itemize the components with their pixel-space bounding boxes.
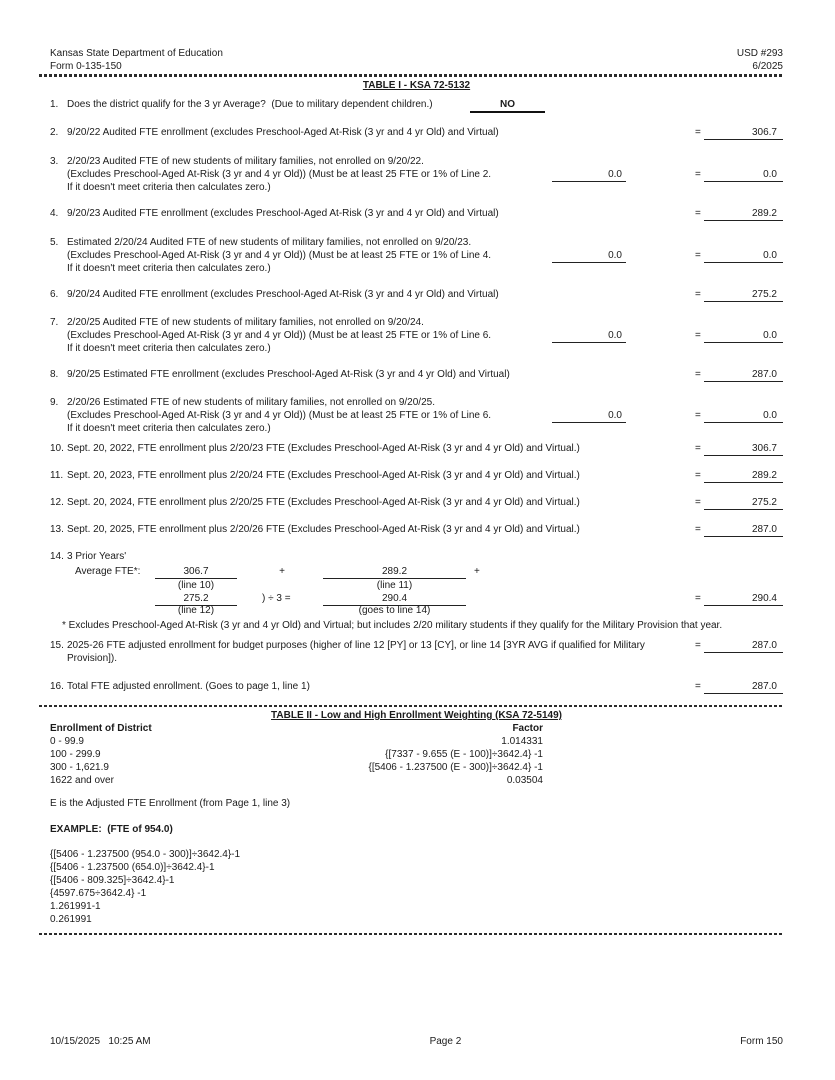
line-number: 4. xyxy=(50,208,59,219)
enrollment-column-header: Enrollment of District xyxy=(50,723,152,734)
enrollment-range: 100 - 299.9 xyxy=(50,749,101,760)
line-text: Sept. 20, 2024, FTE enrollment plus 2/20/25 FTE (Excludes Preschool-Aged At-Risk (3 yr and 4 yr Old) and Virtual.) xyxy=(67,497,580,508)
value-field: 306.7 xyxy=(704,126,783,140)
value-field: 287.0 xyxy=(704,523,783,537)
value-field: 306.7 xyxy=(704,442,783,456)
adjusted-fte-note: E is the Adjusted FTE Enrollment (from Page 1, line 3) xyxy=(50,798,291,809)
page-content xyxy=(50,47,783,935)
military-fte-field: 0.0 xyxy=(552,409,626,423)
line-item-8 xyxy=(50,368,783,382)
page-footer xyxy=(50,1035,783,1048)
factor-value: 1.014331 xyxy=(501,736,543,747)
line-item-12 xyxy=(50,496,783,510)
line-text: Sept. 20, 2022, FTE enrollment plus 2/20/23 FTE (Excludes Preschool-Aged At-Risk (3 yr and 4 yr Old) and Virtual.) xyxy=(67,443,580,454)
equals-sign: = xyxy=(695,369,701,380)
line-text: 9/20/22 Audited FTE enrollment (excludes Preschool-Aged At-Risk (3 yr and 4 yr Old) and Virtual) xyxy=(67,127,499,138)
line-text-continued: (Excludes Preschool-Aged At-Risk (3 yr and 4 yr Old)) (Must be at least 25 FTE or 1% of Line 6. xyxy=(67,330,492,341)
factor-value: {[5406 - 1.237500 (E - 300)]÷3642.4} -1 xyxy=(368,762,543,773)
header-row-2 xyxy=(50,60,783,73)
line-item-2 xyxy=(50,126,783,140)
line-result xyxy=(695,368,783,382)
footer-page-number: Page 2 xyxy=(429,1036,462,1047)
header-divider xyxy=(39,74,783,77)
line-item-5 xyxy=(50,236,783,275)
line-item-9 xyxy=(50,396,783,435)
equals-sign: = xyxy=(695,443,701,454)
example-line: {[5406 - 1.237500 (654.0)]÷3642.4}-1 xyxy=(50,862,215,873)
line-result xyxy=(695,523,783,537)
line-result xyxy=(695,680,783,694)
line12-value-field: 275.2 xyxy=(155,592,237,606)
equals-sign: = xyxy=(695,410,701,421)
line-number: 5. xyxy=(50,237,59,248)
line-result xyxy=(695,168,783,182)
footer-form-name: Form 150 xyxy=(740,1036,783,1047)
plus-sign: + xyxy=(279,566,285,577)
line-text-continued: If it doesn't meet criteria then calculates zero.) xyxy=(67,182,271,193)
military-fte-field: 0.0 xyxy=(552,168,626,182)
line-result xyxy=(695,639,783,653)
line12-caption: (line 12) xyxy=(177,605,215,616)
line-item-1 xyxy=(50,98,783,111)
line-result xyxy=(695,409,783,423)
value-field: 290.4 xyxy=(704,592,783,606)
average-result-field: 290.4 xyxy=(323,592,466,606)
plus-sign: + xyxy=(474,566,480,577)
line-result xyxy=(695,442,783,456)
table-row xyxy=(50,761,783,774)
equals-sign: = xyxy=(695,640,701,651)
example-line: 1.261991-1 xyxy=(50,901,101,912)
equals-sign: = xyxy=(695,250,701,261)
line-item-15 xyxy=(50,639,783,665)
line-number: 7. xyxy=(50,317,59,328)
line-result xyxy=(695,249,783,263)
line-text-continued: If it doesn't meet criteria then calculates zero.) xyxy=(67,343,271,354)
line-item-4 xyxy=(50,207,783,221)
enrollment-range: 0 - 99.9 xyxy=(50,736,84,747)
value-field: 275.2 xyxy=(704,288,783,302)
line-item-7 xyxy=(50,316,783,355)
line10-value-field: 306.7 xyxy=(155,565,237,579)
enrollment-range: 1622 and over xyxy=(50,775,114,786)
example-line: {4597.675÷3642.4} -1 xyxy=(50,888,147,899)
equals-sign: = xyxy=(695,681,701,692)
table-row xyxy=(50,774,783,787)
value-field: 275.2 xyxy=(704,496,783,510)
line-number: 13. xyxy=(50,524,64,535)
footer-timestamp: 10/15/2025 10:25 AM xyxy=(50,1036,151,1047)
line-number: 8. xyxy=(50,369,59,380)
line-item-13 xyxy=(50,523,783,537)
value-field: 0.0 xyxy=(704,409,783,423)
example-title: EXAMPLE: (FTE of 954.0) xyxy=(50,824,173,835)
line10-caption: (line 10) xyxy=(177,580,215,591)
table1-title: TABLE I - KSA 72-5132 xyxy=(362,80,471,91)
line-text: 2/20/25 Audited FTE of new students of military families, not enrolled on 9/20/24. xyxy=(67,317,424,328)
line-text: 9/20/24 Audited FTE enrollment (excludes Preschool-Aged At-Risk (3 yr and 4 yr Old) and Virtual) xyxy=(67,289,499,300)
equals-sign: = xyxy=(695,330,701,341)
line-text: 9/20/23 Audited FTE enrollment (excludes Preschool-Aged At-Risk (3 yr and 4 yr Old) and Virtual) xyxy=(67,208,499,219)
average-fte-label: Average FTE*: xyxy=(75,566,141,577)
table2-divider xyxy=(39,705,783,707)
table-row xyxy=(50,735,783,748)
line-item-6 xyxy=(50,288,783,302)
header-agency: Kansas State Department of Education xyxy=(50,48,223,59)
line-number: 14. xyxy=(50,551,64,562)
line-result xyxy=(695,126,783,140)
line-text: 9/20/25 Estimated FTE enrollment (excludes Preschool-Aged At-Risk (3 yr and 4 yr Old) and Virtual) xyxy=(67,369,510,380)
line-number: 15. xyxy=(50,640,64,651)
line-number: 9. xyxy=(50,397,59,408)
line-result xyxy=(695,329,783,343)
line-number: 1. xyxy=(50,99,59,110)
value-field: 0.0 xyxy=(704,249,783,263)
factor-value: {[7337 - 9.655 (E - 100)]÷3642.4} -1 xyxy=(385,749,543,760)
line-text-row xyxy=(50,155,783,168)
line11-value-field: 289.2 xyxy=(323,565,466,579)
equals-sign: = xyxy=(695,497,701,508)
line-text: 2025-26 FTE adjusted enrollment for budget purposes (higher of line 12 [PY] or 13 [CY], or line 14 [3YR AVG if qualified for Military Provision]). xyxy=(67,640,645,664)
line-text: Sept. 20, 2025, FTE enrollment plus 2/20/26 FTE (Excludes Preschool-Aged At-Risk (3 yr and 4 yr Old) and Virtual.) xyxy=(67,524,580,535)
line-text: 2/20/23 Audited FTE of new students of military families, not enrolled on 9/20/22. xyxy=(67,156,424,167)
example-line: {[5406 - 809.325]÷3642.4}-1 xyxy=(50,875,175,886)
line-number: 2. xyxy=(50,127,59,138)
line-number: 6. xyxy=(50,289,59,300)
example-line: {[5406 - 1.237500 (954.0 - 300)]÷3642.4}-1 xyxy=(50,849,241,860)
military-fte-field: 0.0 xyxy=(552,329,626,343)
line-number: 12. xyxy=(50,497,64,508)
factor-value: 0.03504 xyxy=(506,775,543,786)
line-text: Does the district qualify for the 3 yr Average? (Due to military dependent children.) xyxy=(67,99,433,110)
table2-title: TABLE II - Low and High Enrollment Weighting (KSA 72-5149) xyxy=(271,710,562,721)
header-row-1 xyxy=(50,47,783,60)
line-result xyxy=(695,288,783,302)
line-text: 2/20/26 Estimated FTE of new students of military families, not enrolled on 9/20/25. xyxy=(67,397,435,408)
equals-sign: = xyxy=(695,127,701,138)
equals-sign: = xyxy=(695,524,701,535)
line-text: 3 Prior Years' xyxy=(67,551,127,562)
line-number: 11. xyxy=(50,470,64,481)
line11-caption: (line 11) xyxy=(376,580,413,591)
line-number: 16. xyxy=(50,681,64,692)
line-text-row xyxy=(50,236,783,249)
table1-footnote: * Excludes Preschool-Aged At-Risk (3 yr and 4 yr Old) and Virtual; but includes 2/20 military students if they qualify for the Military Provision that year. xyxy=(62,620,723,631)
header-form-number: Form 0-135-150 xyxy=(50,61,122,72)
answer-field: NO xyxy=(470,98,545,113)
line-result xyxy=(695,207,783,221)
line-item-10 xyxy=(50,442,783,456)
header-usd-number: USD #293 xyxy=(736,48,783,59)
line-text-continued: If it doesn't meet criteria then calculates zero.) xyxy=(67,423,271,434)
line-text: Estimated 2/20/24 Audited FTE of new students of military families, not enrolled on 9/20/23. xyxy=(67,237,472,248)
value-field: 289.2 xyxy=(704,207,783,221)
enrollment-range: 300 - 1,621.9 xyxy=(50,762,109,773)
equals-sign: = xyxy=(695,593,701,604)
line-result xyxy=(695,496,783,510)
equals-sign: = xyxy=(695,470,701,481)
equals-sign: = xyxy=(695,169,701,180)
equals-sign: = xyxy=(695,289,701,300)
line-item-3 xyxy=(50,155,783,194)
line-result xyxy=(695,592,783,606)
line-text-continued: (Excludes Preschool-Aged At-Risk (3 yr and 4 yr Old)) (Must be at least 25 FTE or 1% of Line 6. xyxy=(67,410,492,421)
line-text: Sept. 20, 2023, FTE enrollment plus 2/20/24 FTE (Excludes Preschool-Aged At-Risk (3 yr and 4 yr Old) and Virtual.) xyxy=(67,470,580,481)
line-number: 3. xyxy=(50,156,59,167)
value-field: 287.0 xyxy=(704,368,783,382)
value-field: 289.2 xyxy=(704,469,783,483)
equals-sign: = xyxy=(695,208,701,219)
line-item-11 xyxy=(50,469,783,483)
value-field: 0.0 xyxy=(704,168,783,182)
value-field: 287.0 xyxy=(704,680,783,694)
line-result xyxy=(695,469,783,483)
header-date: 6/2025 xyxy=(752,61,783,72)
line-text-continued: If it doesn't meet criteria then calculates zero.) xyxy=(67,263,271,274)
military-fte-field: 0.0 xyxy=(552,249,626,263)
goes-to-line14-caption: (goes to line 14) xyxy=(358,605,431,616)
line-text-row xyxy=(50,396,783,409)
line-text-continued: (Excludes Preschool-Aged At-Risk (3 yr and 4 yr Old)) (Must be at least 25 FTE or 1% of Line 2. xyxy=(67,169,492,180)
bottom-divider xyxy=(39,933,783,935)
line-text: Total FTE adjusted enrollment. (Goes to page 1, line 1) xyxy=(67,681,310,692)
value-field: 0.0 xyxy=(704,329,783,343)
divide-by-three-operator: ) ÷ 3 = xyxy=(262,593,291,604)
table2-header-row xyxy=(50,722,783,735)
table-row xyxy=(50,748,783,761)
factor-column-header: Factor xyxy=(512,723,543,734)
example-line: 0.261991 xyxy=(50,914,92,925)
line-text-row xyxy=(50,316,783,329)
value-field: 287.0 xyxy=(704,639,783,653)
line-text-continued: (Excludes Preschool-Aged At-Risk (3 yr and 4 yr Old)) (Must be at least 25 FTE or 1% of Line 4. xyxy=(67,250,492,261)
line-item-16 xyxy=(50,680,783,694)
line-item-14-average-calc xyxy=(50,550,783,619)
line-number: 10. xyxy=(50,443,64,454)
